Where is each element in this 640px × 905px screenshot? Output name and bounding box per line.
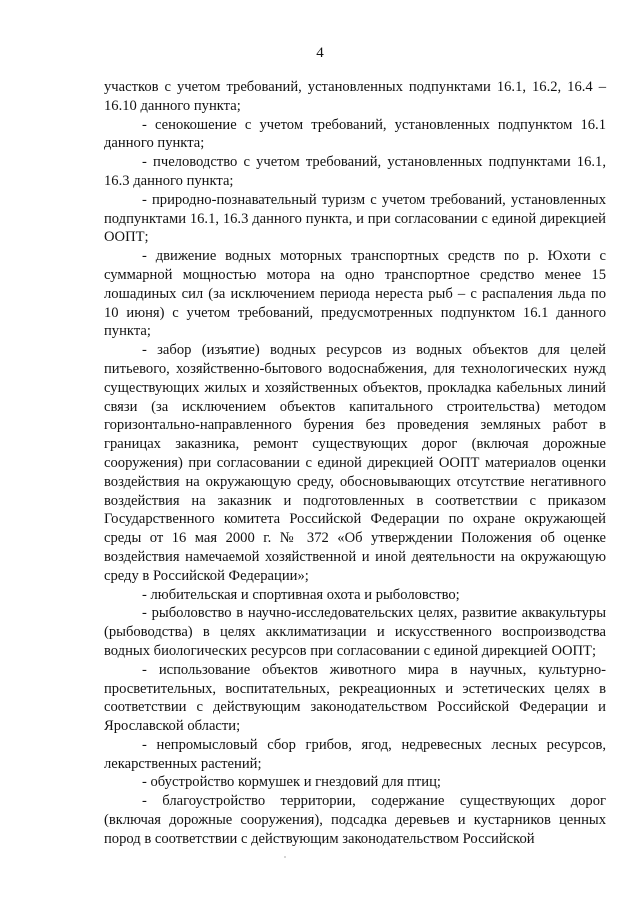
- paragraph-haymaking: - сенокошение с учетом требований, установленных подпунктом 16.1 данного пункта;: [104, 116, 606, 152]
- document-body: [104, 78, 606, 849]
- paragraph-bird-feeders: - обустройство кормушек и гнездовий для птиц;: [142, 774, 441, 791]
- paragraph-beekeeping: - пчеловодство с учетом требований, установленных подпунктами 16.1, 16.3 данного пункта;: [104, 154, 606, 189]
- page-number: 4: [316, 45, 324, 61]
- paragraph-gathering: - непромысловый сбор грибов, ягод, недревесных лесных ресурсов, лекарственных растений;: [104, 736, 606, 772]
- paragraph-wildlife-use: - использование объектов животного мира в научных, культурно-просветительных, воспитательных, рекреационных и эстетических целях в соответствии с действующим законодательством Российской Федерации и Ярославской области;: [104, 661, 606, 735]
- paragraph-landscaping: - благоустройство территории, содержание существующих дорог (включая дорожные сооружения), подсадка деревьев и кустарников ценных пород в соответствии с действующим законодательством Российской: [104, 793, 606, 847]
- paragraph-research-fishing: - рыболовство в научно-исследовательских целях, развитие аквакультуры (рыбоводства) в целях акклиматизации и искусственного воспроизводства водных биологических ресурсов при согласовании с единой дирекцией ООПТ;: [104, 605, 606, 659]
- paragraph-motor-vessels: - движение водных моторных транспортных средств по р. Юхоти с суммарной мощностью мотора на одно транспортное средство менее 15 лошадиных сил (за исключением периода нереста рыб – с распаления льда по 10 июня) с учетом требований, предусмотренных подпунктом 16.1 данного пункта;: [104, 248, 606, 340]
- paragraph-hunting-fishing: - любительская и спортивная охота и рыболовство;: [142, 586, 460, 603]
- paragraph-continuation: участков с учетом требований, установленных подпунктами 16.1, 16.2, 16.4 – 16.10 данного пункта;: [104, 79, 606, 114]
- paragraph-water-intake: - забор (изъятие) водных ресурсов из водных объектов для целей питьевого, хозяйственно-бытового водоснабжения, для технологических нужд существующих жилых и хозяйственных объектов, прокладка кабельных линий связи (за исключением объектов капитального строительства) методом горизонтально-направленного бурения без проведения земляных работ в границах заказника, ремонт существующих дорог (включая дорожные сооружения) при согласовании с единой дирекцией ООПТ материалов оценки воздействия на окружающую среду, обосновывающих отсутствие негативного воздействия на заказник и подготовленных в соответствии с приказом Государственного комитета Российской Федерации по охране окружающей среды от 16 мая 2000 г. № 372 «Об утверждении Положения об оценке воздействия намечаемой хозяйственной и иной деятельности на окружающую среду в Российской Федерации»;: [104, 342, 606, 584]
- paragraph-nature-tourism: - природно-познавательный туризм с учетом требований, установленных подпунктами 16.1, 16.3 данного пункта, и при согласовании с единой дирекцией ООПТ;: [104, 191, 606, 246]
- scan-dot: [284, 856, 286, 858]
